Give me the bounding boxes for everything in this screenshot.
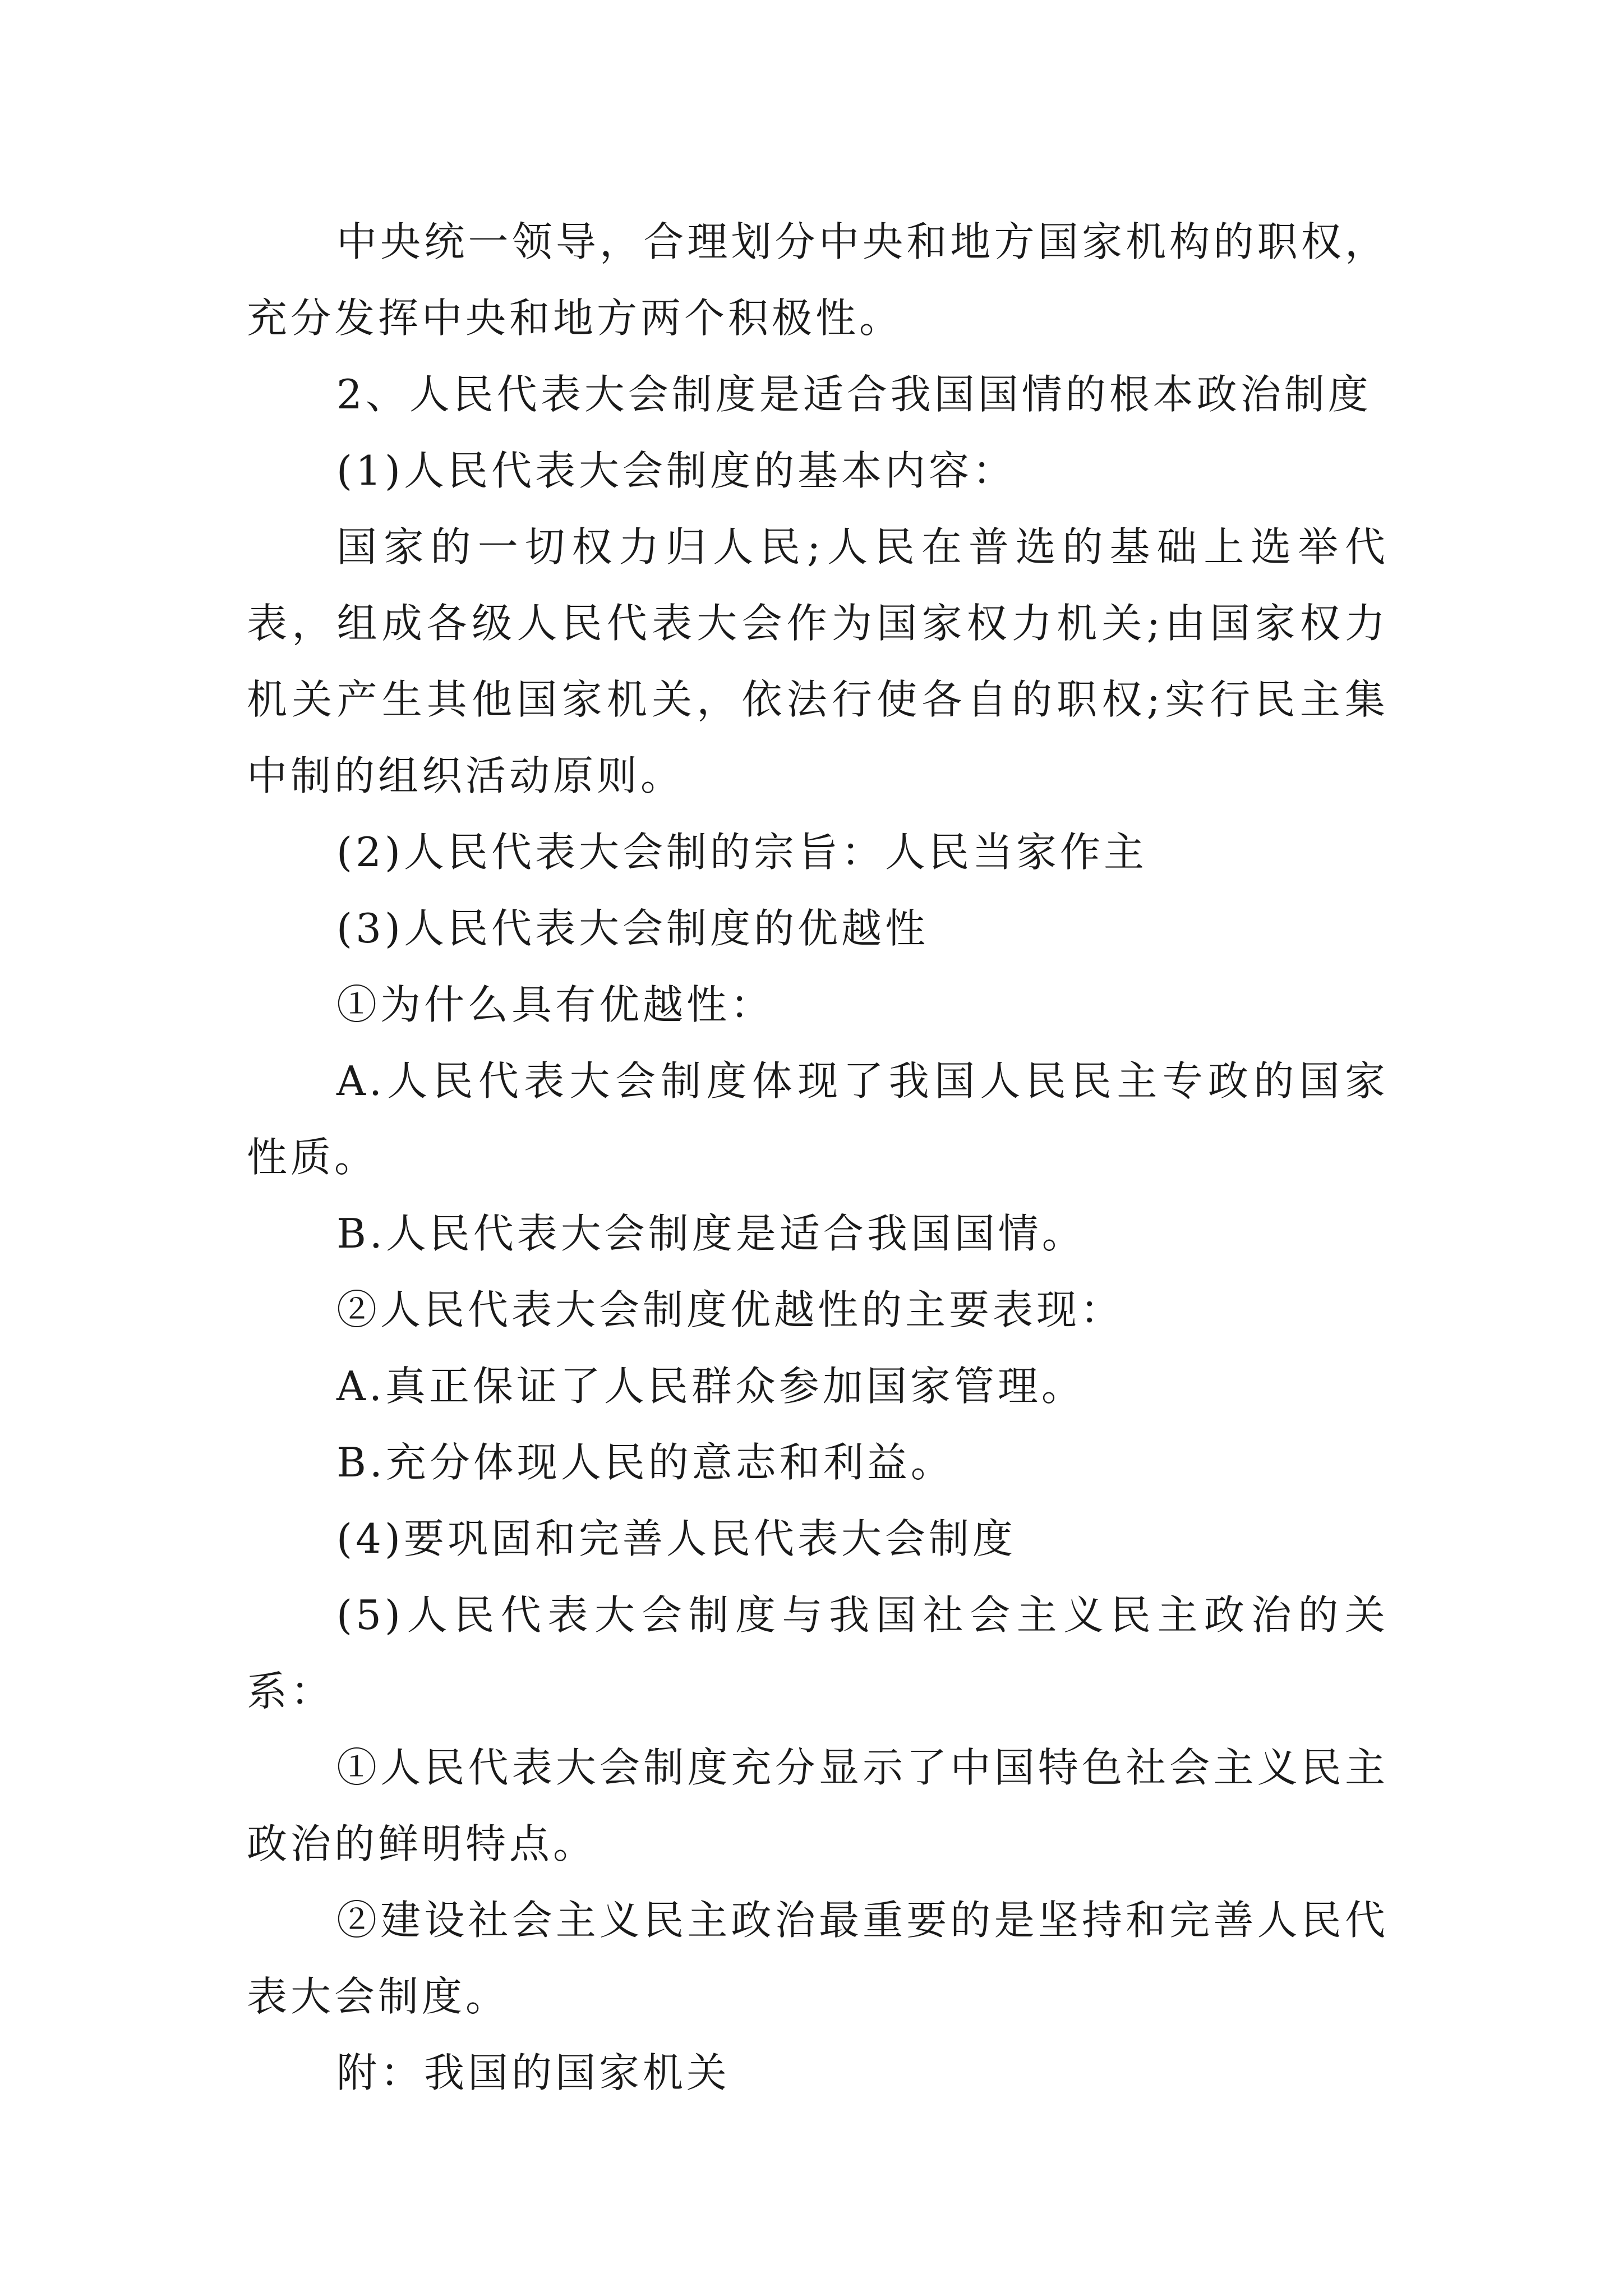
heading-basic-content: (1)人民代表大会制度的基本内容： xyxy=(336,447,1016,494)
heading-superiority: (3)人民代表大会制度的优越性 xyxy=(336,905,929,952)
heading-purpose: (2)人民代表大会制的宗旨：人民当家作主 xyxy=(336,829,1147,876)
list-item-2-most-important: ②建设社会主义民主政治最重要的是坚持和完善人民代表大会制度。 xyxy=(247,1897,1389,2020)
subheading-why-superior: ①为什么具有优越性： xyxy=(336,981,774,1028)
heading-relationship: (5)人民代表大会制度与我国社会主义民主政治的关系： xyxy=(247,1591,1389,1715)
appendix-state-organs: 附：我国的国家机关 xyxy=(336,2049,731,2096)
heading-peoples-congress-system: 2、人民代表大会制度是适合我国国情的根本政治制度 xyxy=(336,371,1372,418)
list-item-b-national-conditions: B.人民代表大会制度是适合我国国情。 xyxy=(336,1210,1086,1257)
list-item-1-characteristics: ①人民代表大会制度充分显示了中国特色社会主义民主政治的鲜明特点。 xyxy=(247,1744,1389,1867)
list-item-b-will-and-interests: B.充分体现人民的意志和利益。 xyxy=(336,1439,955,1486)
subheading-main-manifestations: ②人民代表大会制度优越性的主要表现： xyxy=(336,1286,1124,1333)
document-body xyxy=(247,204,1389,2111)
list-item-a-participation: A.真正保证了人民群众参加国家管理。 xyxy=(336,1363,1085,1410)
heading-consolidate: (4)要巩固和完善人民代表大会制度 xyxy=(336,1515,1016,1562)
list-item-a-state-nature: A.人民代表大会制度体现了我国人民民主专政的国家性质。 xyxy=(247,1057,1389,1181)
paragraph-basic-content: 国家的一切权力归人民;人民在普选的基础上选举代表，组成各级人民代表大会作为国家权力机关;由国家权力机关产生其他国家机关，依法行使各自的职权;实行民主集中制的组织活动原则。 xyxy=(247,523,1389,799)
paragraph-central-leadership: 中央统一领导，合理划分中央和地方国家机构的职权，充分发挥中央和地方两个积极性。 xyxy=(247,218,1389,342)
